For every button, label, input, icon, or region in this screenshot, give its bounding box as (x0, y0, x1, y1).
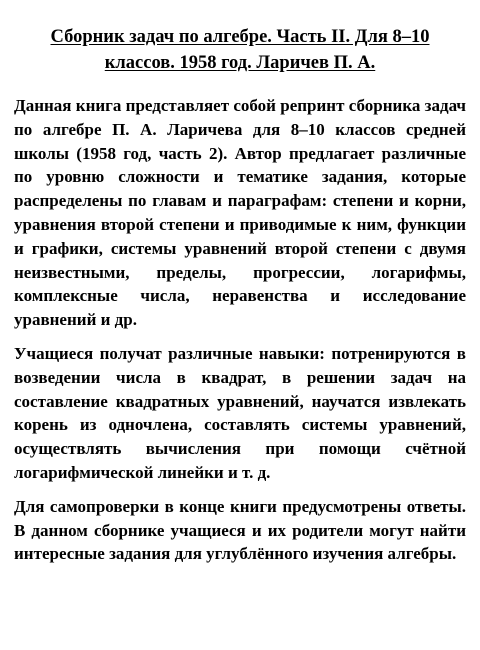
document-title: Сборник задач по алгебре. Часть II. Для 8–10 классов. 1958 год. Ларичев П. А. (50, 27, 430, 73)
paragraph-student-skills: Учащиеся получат различные навыки: потренируются в возведении числа в квадрат, в решении задач на составление квадратных уравнений, научатся извлекать корень из одночлена, составлять системы уравнений, осуществлять вычисления при помощи счётной логарифмической линейки и т. д. (14, 343, 466, 482)
paragraph-answers: Для самопроверки в конце книги предусмотрены ответы. В данном сборнике учащиеся и их родители могут найти интересные задания для углублённого изучения алгебры. (14, 496, 466, 564)
document-page (14, 24, 466, 576)
paragraph-book-description: Данная книга представляет собой репринт сборника задач по алгебре П. А. Ларичева для 8–10 классов средней школы (1958 год, часть 2). Автор предлагает различные по уровню сложности и тематике задания, которые распределены по главам и параграфам: степени и корни, уравнения второй степени и приводимые к ним, функции и графики, системы уравнений второй степени с двумя неизвестными, пределы, прогрессии, логарифмы, комплексные числа, неравенства и исследование уравнений и др. (14, 96, 466, 330)
